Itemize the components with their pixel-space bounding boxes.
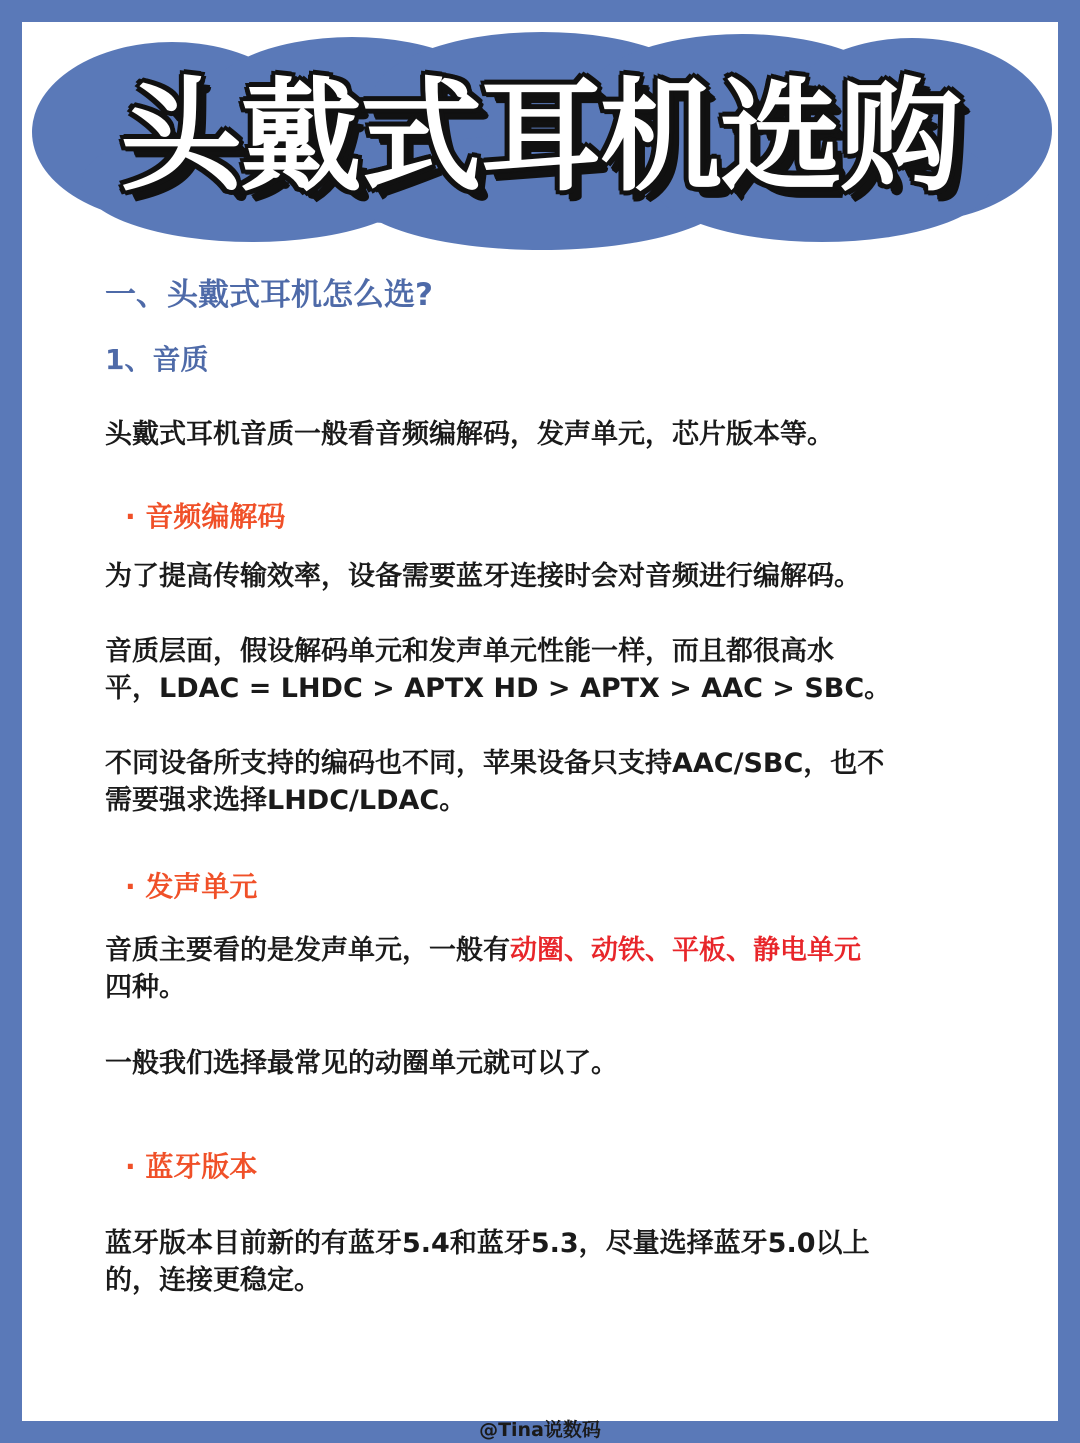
page-card (22, 22, 1058, 1421)
codec-paragraph-3-line2: 需要强求选择LHDC/LDAC。 (105, 785, 467, 816)
bluetooth-paragraph-line1: 蓝牙版本目前新的有蓝牙5.4和蓝牙5.3，尽量选择蓝牙5.0以上 (105, 1228, 870, 1259)
driver-paragraph-2: 一般我们选择最常见的动圈单元就可以了。 (105, 1048, 618, 1079)
codec-paragraph-2 (105, 633, 1005, 707)
driver-types-highlight: 动圈、动铁、平板、静电单元 (510, 935, 861, 966)
codec-paragraph-3 (105, 745, 1005, 819)
bluetooth-paragraph (105, 1225, 1005, 1299)
title-banner (22, 22, 1058, 272)
driver-paragraph-1 (105, 932, 1005, 1006)
codec-paragraph-3-line1: 不同设备所支持的编码也不同，苹果设备只支持AAC/SBC，也不 (105, 748, 885, 779)
codec-label: · 音频编解码 (125, 500, 286, 533)
driver-text-suffix: 四种。 (105, 972, 186, 1003)
author-watermark: @Tina说数码 (479, 1419, 601, 1441)
bluetooth-paragraph-line2: 的，连接更稳定。 (105, 1265, 321, 1296)
page-title: 头戴式耳机选购 (120, 66, 960, 208)
bluetooth-label: · 蓝牙版本 (125, 1150, 258, 1183)
codec-paragraph-1: 为了提高传输效率，设备需要蓝牙连接时会对音频进行编解码。 (105, 561, 861, 592)
intro-paragraph: 头戴式耳机音质一般看音频编解码，发声单元，芯片版本等。 (105, 419, 834, 450)
subsection-heading: 1、音质 (105, 343, 209, 376)
driver-label: · 发声单元 (125, 870, 258, 903)
codec-paragraph-2-line1: 音质层面，假设解码单元和发声单元性能一样，而且都很高水 (105, 636, 834, 667)
codec-paragraph-2-line2: 平，LDAC = LHDC > APTX HD > APTX > AAC > SBC。 (105, 673, 892, 704)
driver-text-prefix: 音质主要看的是发声单元，一般有 (105, 935, 510, 966)
section-heading: 一、头戴式耳机怎么选? (105, 277, 433, 313)
